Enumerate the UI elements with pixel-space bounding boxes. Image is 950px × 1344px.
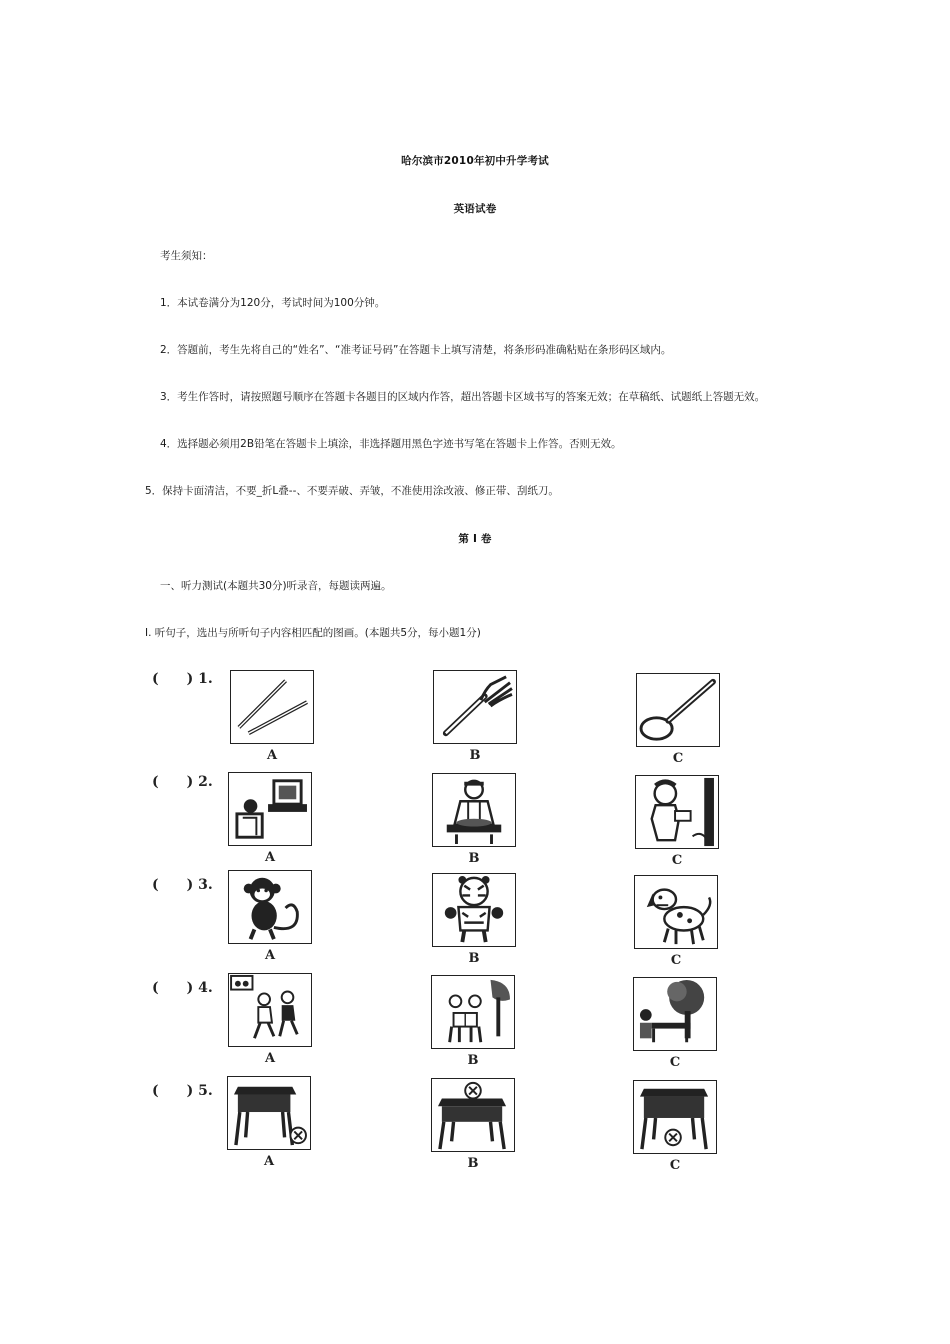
- question-label-2: ( ) 2.: [152, 774, 213, 790]
- dog-icon: [634, 875, 718, 949]
- kids-running-icon: [228, 973, 312, 1047]
- notice-item-1: 1．本试卷满分为120分，考试时间为100分钟。: [160, 297, 386, 309]
- option-letter: B: [469, 748, 481, 763]
- option-letter: B: [467, 1053, 479, 1068]
- question-label-3: ( ) 3.: [152, 877, 213, 893]
- option-letter: B: [467, 1156, 479, 1171]
- picnic-tree-icon: [633, 977, 717, 1051]
- option-letter: A: [263, 1154, 275, 1169]
- kids-reading-icon: [431, 975, 515, 1049]
- question-label-5: ( ) 5.: [152, 1083, 213, 1099]
- watching-tv-icon: [228, 772, 312, 846]
- option-letter: A: [264, 948, 276, 963]
- option-letter: A: [264, 850, 276, 865]
- notice-item-4: 4．选择题必须用2B铅笔在答题卡上填涂，非选择题用黑色字迹书写笔在答题卡上作答。否则无效。: [160, 438, 622, 450]
- section-heading: 一、听力测试(本题共30分)听录音，每题读两遍。: [160, 580, 392, 592]
- exam-title: 哈尔滨市2010年初中升学考试: [401, 155, 549, 167]
- option-letter: B: [468, 851, 480, 866]
- chopsticks-icon: [230, 670, 314, 744]
- option-letter: B: [468, 951, 480, 966]
- part-heading: 第 I 卷: [458, 533, 492, 545]
- notice-item-5: 5．保持卡面清洁，不要_折L叠--、不要弄破、弄皱，不准使用涂改液、修正带、刮纸刀。: [145, 485, 559, 497]
- notice-heading: 考生须知：: [160, 250, 213, 262]
- option-letter: C: [669, 1055, 681, 1070]
- question-label-1: ( ) 1.: [152, 671, 213, 687]
- person-eating-icon: [635, 775, 719, 849]
- ball-under-desk-icon: [633, 1080, 717, 1154]
- ball-beside-desk-icon: [227, 1076, 311, 1150]
- question-label-4: ( ) 4.: [152, 980, 213, 996]
- notice-item-2: 2．答题前，考生先将自己的“姓名”、“准考证号码”在答题卡上填写清楚，将条形码准确粘贴在条形码区域内。: [160, 344, 672, 356]
- monkey-icon: [228, 870, 312, 944]
- exam-subtitle: 英语试卷: [453, 203, 497, 215]
- option-letter: A: [264, 1051, 276, 1066]
- man-cooking-icon: [432, 773, 516, 847]
- section-instruction: I. 听句子，选出与所听句子内容相匹配的图画。(本题共5分，每小题1分): [145, 627, 481, 639]
- option-letter: C: [670, 953, 682, 968]
- spoon-icon: [636, 673, 720, 747]
- tiger-icon: [432, 873, 516, 947]
- notice-item-3: 3．考生作答时，请按照题号顺序在答题卡各题目的区域内作答，超出答题卡区域书写的答案无效；在草稿纸、试题纸上答题无效。: [160, 391, 766, 403]
- option-letter: C: [672, 751, 684, 766]
- option-letter: A: [266, 748, 278, 763]
- ball-on-desk-icon: [431, 1078, 515, 1152]
- option-letter: C: [671, 853, 683, 868]
- fork-icon: [433, 670, 517, 744]
- option-letter: C: [669, 1158, 681, 1173]
